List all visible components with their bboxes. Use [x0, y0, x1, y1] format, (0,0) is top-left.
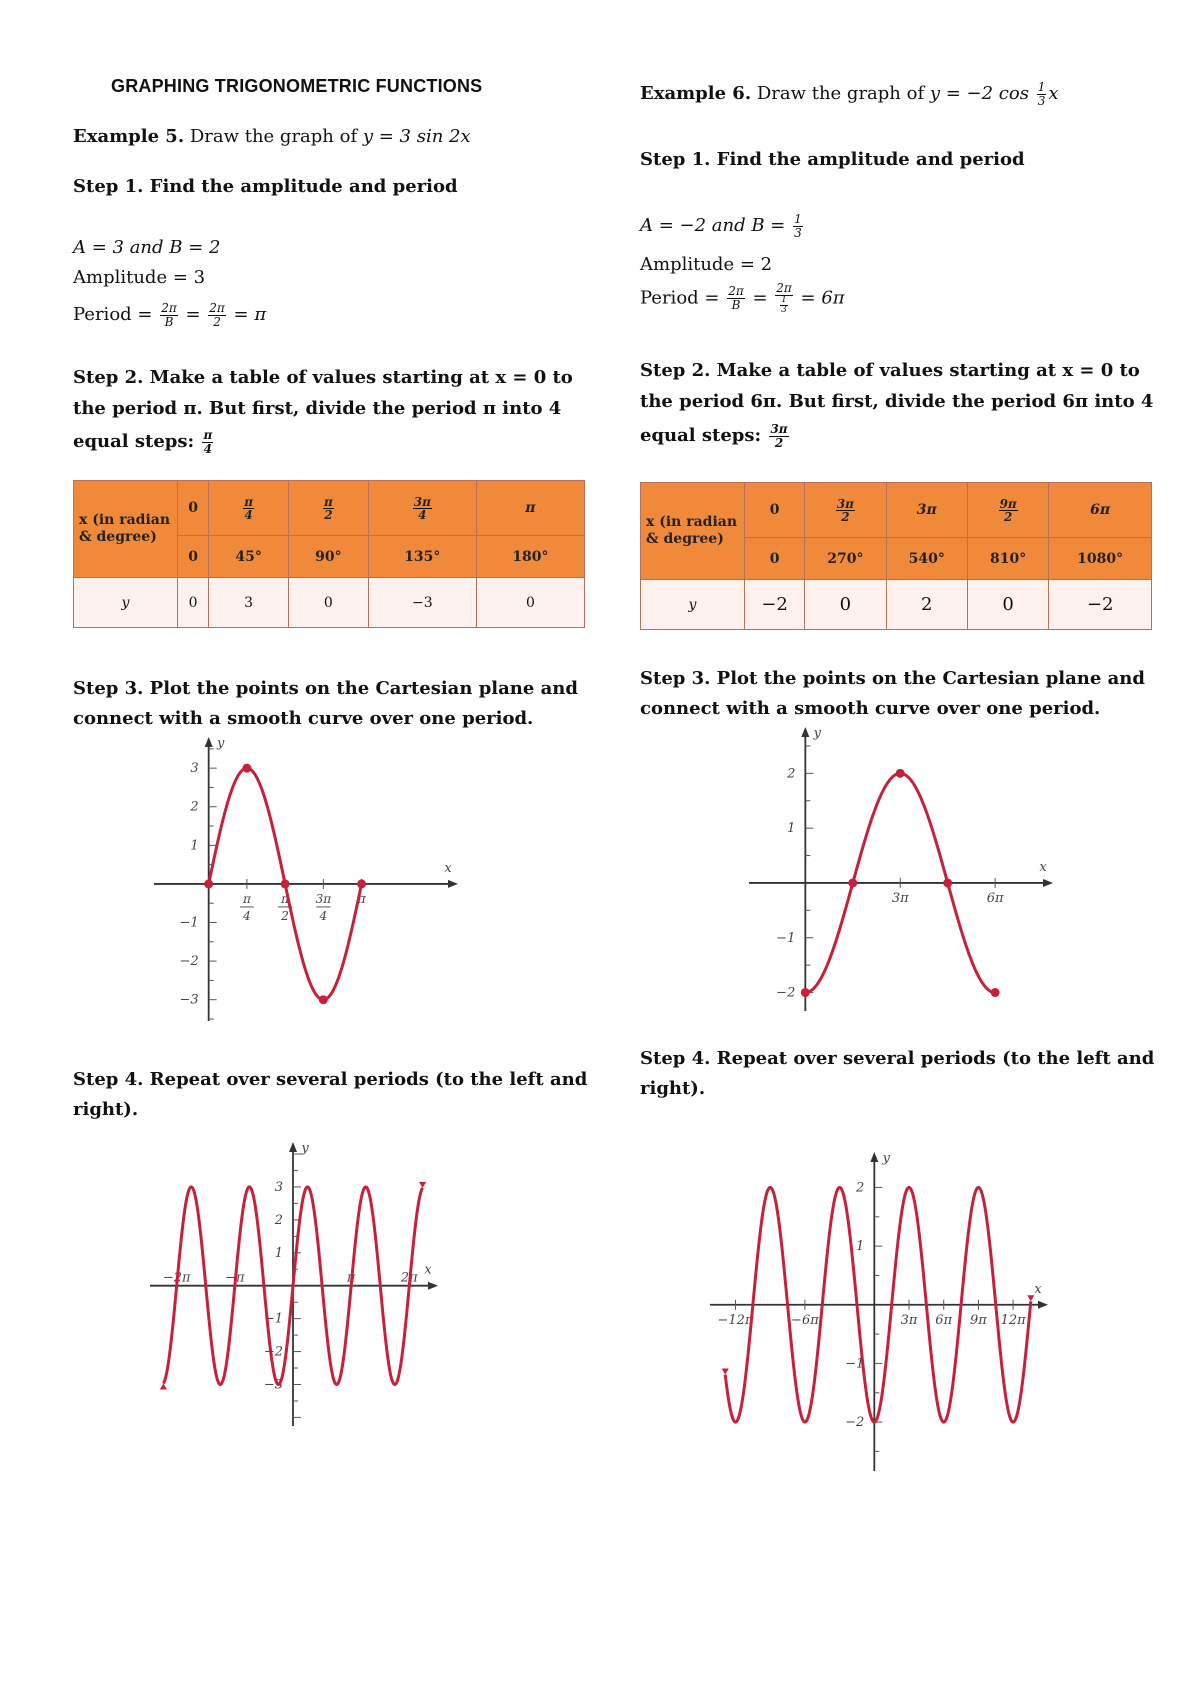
example-6-heading: Example 6. Draw the graph of y = −2 cos $\frac{1}{3}$ x [640, 79, 1059, 108]
example-6-period: Period = $\frac{2\pi}{B}$ = $\frac{2\pi}{\frac{1}{3}}$ = 6π [640, 281, 845, 315]
table-header-cell: x (in radian & degree) [74, 481, 178, 578]
curve-end-arrow [419, 1182, 426, 1188]
x-axis-arrow [428, 1282, 438, 1290]
table-degree-cell: 180° [476, 536, 584, 578]
fraction: $\frac{\pi}{4}$ [244, 494, 253, 522]
table-degree-cell: 540° [886, 538, 967, 580]
example-6-fraction: $\frac{1}{3}$ [1037, 79, 1046, 108]
table-y-cell: 0 [805, 580, 886, 630]
x-tick-label: π [242, 891, 251, 906]
data-point [319, 995, 328, 1004]
example-5-step1: Step 1. Find the amplitude and period [73, 176, 458, 197]
x-tick-label: −2π [162, 1270, 191, 1286]
table-radian-cell [967, 483, 1048, 538]
table-y-cell: 3 [209, 578, 289, 628]
fraction: $\frac{3\pi}{4}$ [413, 494, 431, 522]
data-point [896, 769, 905, 778]
x-tick-label: π [346, 1270, 356, 1286]
example-6-step3-line2: connect with a smooth curve over one period. [640, 698, 1101, 719]
table-degree-cell: 0 [178, 536, 209, 578]
y-tick-label: −2 [776, 985, 796, 1001]
example-6-equation: y = −2 cos [929, 83, 1029, 104]
example-6-step4-line1: Step 4. Repeat over several periods (to the left and [640, 1048, 1155, 1069]
example-6-step3-line1: Step 3. Plot the points on the Cartesian plane and [640, 668, 1145, 689]
x-tick-label: 2 [281, 908, 289, 923]
y-axis-arrow [801, 727, 809, 737]
fraction: $\frac{9\pi}{2}$ [999, 496, 1017, 524]
example-6-step2-line3: equal steps: $\frac{3\pi}{2}$ [640, 421, 788, 450]
y-tick-label: −3 [263, 1377, 283, 1393]
x-tick-label: 6π [986, 890, 1004, 906]
table-degree-cell: 1080° [1049, 538, 1152, 580]
y-tick-label: 2 [787, 766, 796, 782]
period-result: = 6π [800, 287, 845, 309]
example-5-heading [73, 121, 471, 152]
page-title: GRAPHING TRIGONOMETRIC FUNCTIONS [111, 76, 483, 96]
x-axis-arrow [448, 880, 458, 888]
example-5-step2-line2: the period π. But first, divide the period π into 4 [73, 398, 562, 419]
y-axis-arrow [205, 737, 213, 747]
table-degree-cell: 0 [745, 538, 805, 580]
table-radian-cell: 6π [1049, 483, 1152, 538]
example-6-step2-line1: Step 2. Make a table of values starting at x = 0 to [640, 360, 1140, 381]
table-degree-cell: 135° [368, 536, 476, 578]
table-degree-cell: 270° [805, 538, 886, 580]
x-axis-label: x [424, 1262, 432, 1278]
example-6-step1: Step 1. Find the amplitude and period [640, 149, 1025, 170]
fraction: $\frac{3\pi}{2}$ [836, 496, 854, 524]
y-axis-label: y [301, 1141, 309, 1156]
step-fraction: $\frac{\pi}{4}$ [203, 427, 213, 456]
x-tick-label: 3π [315, 891, 332, 906]
table-y-cell: −2 [1049, 580, 1152, 630]
y-tick-label: −1 [179, 915, 199, 931]
example-6-step4-line2: right). [640, 1078, 706, 1099]
table-radian-cell: 0 [178, 481, 209, 536]
example-6-value-table [640, 482, 1152, 630]
example-5-text: Draw the graph of [189, 126, 358, 147]
example-5-step2-line3: equal steps: $\frac{\pi}{4}$ [73, 427, 213, 456]
y-axis-label: y [813, 726, 822, 741]
table-y-cell: 0 [476, 578, 584, 628]
data-point [281, 879, 290, 888]
y-tick-label: −2 [845, 1415, 865, 1431]
y-tick-label: 2 [856, 1180, 865, 1196]
table-radian-cell [805, 483, 886, 538]
table-y-cell: 0 [967, 580, 1048, 630]
y-axis-arrow [870, 1152, 878, 1162]
x-tick-label: π [281, 891, 290, 906]
table-y-cell: −3 [368, 578, 476, 628]
data-point [801, 988, 810, 997]
table-radian-cell [368, 481, 476, 536]
example-6-several-periods-graph [710, 1150, 1050, 1475]
example-5-label: Example 5. [73, 126, 185, 147]
x-tick-label: 3π [891, 890, 909, 906]
x-tick-label: 4 [243, 908, 251, 923]
example-5-step3-line2: connect with a smooth curve over one period. [73, 708, 534, 729]
curve-end-arrow [160, 1384, 167, 1390]
table-y-cell: 0 [178, 578, 209, 628]
table-header-cell: x (in radian & degree) [641, 483, 745, 580]
y-tick-label: −2 [263, 1344, 283, 1360]
example-6-step2-line2: the period 6π. But first, divide the period 6π into 4 [640, 391, 1154, 412]
y-axis-label: y [216, 736, 225, 751]
table-radian-cell [288, 481, 368, 536]
y-tick-label: 1 [190, 838, 199, 854]
curve-end-arrow [1027, 1295, 1034, 1301]
y-tick-label: 1 [274, 1245, 283, 1261]
x-tick-label: 12π [1000, 1312, 1026, 1328]
table-y-label: y [641, 580, 745, 630]
y-tick-label: −2 [179, 954, 199, 970]
y-tick-label: 1 [856, 1239, 865, 1255]
example-5-ab: A = 3 and B = 2 [73, 237, 221, 258]
example-5-equation: y = 3 sin 2x [362, 126, 471, 147]
y-axis-arrow [289, 1142, 297, 1152]
example-6-ab: A = −2 and B = $\frac{1}{3}$ [640, 211, 802, 240]
x-tick-label: 2π [400, 1270, 418, 1286]
y-tick-label: 3 [274, 1179, 283, 1195]
y-tick-label: −3 [179, 992, 199, 1008]
curve-end-arrow [722, 1369, 729, 1375]
x-tick-label: −12π [717, 1312, 754, 1328]
table-degree-cell: 810° [967, 538, 1048, 580]
data-point [848, 878, 857, 887]
example-5-step3-line1: Step 3. Plot the points on the Cartesian plane and [73, 678, 578, 699]
example-6-label: Example 6. [640, 83, 752, 104]
example-5-period: Period = $\frac{2\pi}{B}$ = $\frac{2\pi}{2}$ = π [73, 300, 267, 329]
example-5-value-table [73, 480, 585, 628]
fraction: $\frac{\pi}{2}$ [323, 494, 333, 522]
example-6-one-period-graph [745, 725, 1055, 1015]
data-point [943, 878, 952, 887]
table-y-cell: 2 [886, 580, 967, 630]
example-5-step4-line2: right). [73, 1099, 139, 1120]
example-5-amplitude: Amplitude = 3 [73, 267, 206, 288]
ab-fraction: $\frac{1}{3}$ [794, 211, 802, 240]
period-label: Period = [73, 304, 153, 325]
example-5-one-period-graph [150, 735, 460, 1025]
table-radian-cell: 0 [745, 483, 805, 538]
table-y-cell: −2 [745, 580, 805, 630]
x-tick-label: 4 [319, 908, 328, 923]
y-tick-label: −1 [776, 930, 796, 946]
x-tick-label: 9π [970, 1312, 987, 1328]
x-tick-label: −6π [791, 1312, 819, 1328]
period-fraction-1: $\frac{2\pi}{B}$ [161, 300, 177, 329]
table-degree-cell: 45° [209, 536, 289, 578]
example-6-amplitude: Amplitude = 2 [640, 254, 773, 275]
period-fraction-2: $\frac{2\pi}{2}$ [209, 300, 225, 329]
x-axis-label: x [1039, 859, 1047, 875]
period-fraction-2: $\frac{2\pi}{\frac{1}{3}}$ [776, 281, 792, 315]
x-tick-label: π [357, 891, 366, 907]
data-point [991, 988, 1000, 997]
y-tick-label: 2 [274, 1212, 283, 1228]
example-5-step4-line1: Step 4. Repeat over several periods (to the left and [73, 1069, 588, 1090]
table-radian-cell: 3π [886, 483, 967, 538]
table-radian-cell: π [476, 481, 584, 536]
x-axis-arrow [1043, 879, 1053, 887]
x-axis-label: x [1034, 1281, 1042, 1297]
x-tick-label: 6π [935, 1312, 953, 1328]
table-y-label: y [74, 578, 178, 628]
table-radian-cell [209, 481, 289, 536]
example-5-step2-line1: Step 2. Make a table of values starting at x = 0 to [73, 367, 573, 388]
example-5-several-periods-graph [150, 1140, 440, 1430]
data-point [204, 879, 213, 888]
table-degree-cell: 90° [288, 536, 368, 578]
y-tick-label: 1 [787, 821, 796, 837]
period-fraction-1: $\frac{2\pi}{B}$ [728, 284, 744, 312]
table-y-cell: 0 [288, 578, 368, 628]
y-tick-label: 2 [190, 799, 199, 815]
data-point [357, 879, 366, 888]
y-tick-label: −1 [263, 1311, 283, 1327]
data-point [242, 764, 251, 773]
x-tick-label: 3π [900, 1312, 918, 1328]
y-axis-label: y [882, 1151, 890, 1166]
x-axis-arrow [1038, 1301, 1048, 1309]
x-tick-label: −π [225, 1270, 245, 1286]
period-result: = π [233, 304, 267, 325]
step-fraction: $\frac{3\pi}{2}$ [770, 421, 788, 450]
y-tick-label: −1 [845, 1356, 865, 1372]
y-tick-label: 3 [190, 761, 199, 777]
x-axis-label: x [444, 860, 452, 876]
example-6-text: Draw the graph of [756, 83, 925, 104]
